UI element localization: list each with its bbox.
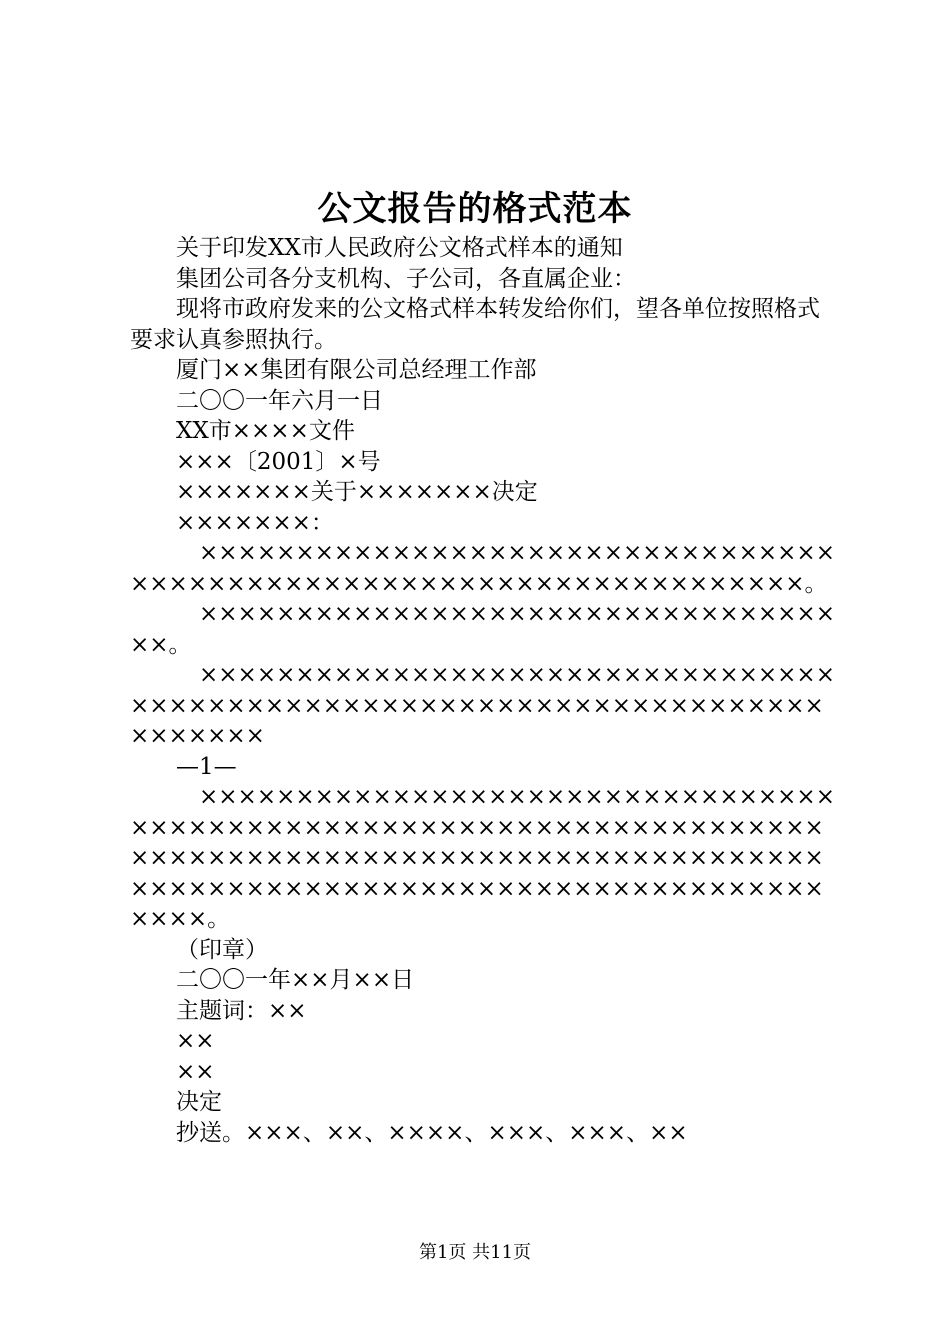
document-header: XX市××××文件 (176, 418, 355, 444)
notice-body: 现将市政府发来的公文格式样本转发给你们，望各单位按照格式要求认真参照执行。 (130, 296, 820, 353)
issue-date: 二〇〇一年六月一日 (176, 387, 383, 414)
placeholder-paragraph-4: ×××××××××××××××××××××××××××××××××××××××××××××××××××××××××××××××××××××××××××××××××××××××××××××××××××××××××××××××××××××××××××××××××××××××××××××××××。 (130, 784, 835, 932)
addressee-line: ×××××××： (176, 509, 334, 536)
decision-title: ×××××××关于×××××××决定 (176, 479, 538, 505)
placeholder-paragraph-2: ×××××××××××××××××××××××××××××××××××。 (130, 601, 835, 658)
document-number: ×××〔2001〕×号 (176, 448, 381, 475)
issuer-line: 厦门××集团有限公司总经理工作部 (176, 357, 537, 383)
notice-heading: 关于印发XX市人民政府公文格式样本的通知 (176, 235, 623, 261)
page-marker: —1— (176, 753, 237, 780)
page-footer: 第1页 共11页 (418, 1242, 532, 1263)
cc-line: 抄送。×××、××、××××、×××、×××、×× (176, 1119, 688, 1146)
placeholder-paragraph-3: ×××××××××××××××××××××××××××××××××××××××××××××××××××××××××××××××××××××××××××× (130, 662, 835, 749)
subject-word-4: 决定 (176, 1089, 222, 1115)
recipient-line: 集团公司各分支机构、子公司，各直属企业： (176, 265, 636, 292)
document-body (130, 233, 835, 1148)
subject-words: 主题词：×× (176, 997, 307, 1024)
document-title: 公文报告的格式范本 (317, 189, 633, 229)
placeholder-paragraph-1: ××××××××××××××××××××××××××××××××××××××××××××××××××××××××××××××××××××。 (130, 540, 835, 597)
seal-note: （印章） (176, 936, 268, 963)
subject-word-3: ×× (176, 1058, 215, 1085)
closing-date: 二〇〇一年××月××日 (176, 967, 415, 993)
subject-word-2: ×× (176, 1028, 215, 1054)
